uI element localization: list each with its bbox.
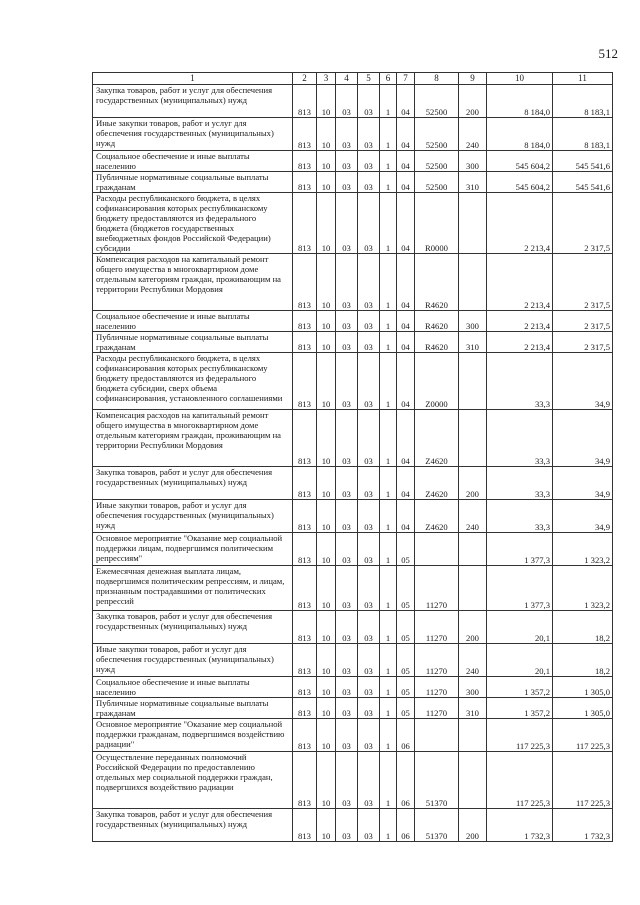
row-value-cell: 813 xyxy=(293,172,317,193)
row-value-cell: 05 xyxy=(397,566,415,611)
row-value-cell: 03 xyxy=(358,193,380,254)
row-value-cell: 03 xyxy=(336,809,358,842)
row-value-cell: 310 xyxy=(459,172,487,193)
row-value-cell: 2 317,5 xyxy=(553,332,613,353)
row-value-cell: 03 xyxy=(358,85,380,118)
row-value-cell: 11270 xyxy=(415,644,459,677)
header-cell: 5 xyxy=(358,73,380,85)
row-value-cell: 300 xyxy=(459,311,487,332)
row-value-cell: 1 xyxy=(380,611,397,644)
row-name-cell: Иные закупки товаров, работ и услуг для обеспечения государственных (муниципальных) нужд xyxy=(93,644,293,677)
row-value-cell: 05 xyxy=(397,611,415,644)
header-cell: 4 xyxy=(336,73,358,85)
row-value-cell xyxy=(459,254,487,311)
header-cell: 6 xyxy=(380,73,397,85)
row-name-cell: Закупка товаров, работ и услуг для обеспечения государственных (муниципальных) нужд xyxy=(93,611,293,644)
row-value-cell: 1 323,2 xyxy=(553,566,613,611)
row-value-cell: 03 xyxy=(336,500,358,533)
row-name-cell: Основное мероприятие "Оказание мер социальной поддержки гражданам, подвергшимся воздействию радиации" xyxy=(93,719,293,752)
row-value-cell: 04 xyxy=(397,467,415,500)
page-number: 512 xyxy=(598,46,618,61)
row-value-cell: 10 xyxy=(317,698,336,719)
row-value-cell: 03 xyxy=(336,85,358,118)
row-value-cell: 03 xyxy=(358,752,380,809)
row-value-cell: 1 xyxy=(380,719,397,752)
row-value-cell xyxy=(415,719,459,752)
row-value-cell: 04 xyxy=(397,172,415,193)
row-value-cell: 33,3 xyxy=(487,353,553,410)
row-value-cell: 1 xyxy=(380,410,397,467)
row-name-cell: Расходы республиканского бюджета, в целях софинансирования которых республиканскому бюджету предоставляются из федерального бюджета (бюджетов государственных внебюджетных фондов Российской Федерации) субсидии xyxy=(93,193,293,254)
row-value-cell: 1 xyxy=(380,254,397,311)
row-value-cell: 2 317,5 xyxy=(553,254,613,311)
row-value-cell: 813 xyxy=(293,467,317,500)
row-value-cell: 10 xyxy=(317,467,336,500)
row-value-cell: 10 xyxy=(317,151,336,172)
row-value-cell: 117 225,3 xyxy=(487,719,553,752)
row-value-cell: 11270 xyxy=(415,677,459,698)
row-value-cell xyxy=(459,353,487,410)
row-value-cell: 813 xyxy=(293,677,317,698)
row-value-cell: 1 305,0 xyxy=(553,698,613,719)
row-value-cell: 300 xyxy=(459,677,487,698)
row-value-cell: 06 xyxy=(397,809,415,842)
row-value-cell: 1 323,2 xyxy=(553,533,613,566)
row-value-cell: 117 225,3 xyxy=(487,752,553,809)
row-value-cell: 200 xyxy=(459,809,487,842)
table-row xyxy=(93,719,613,752)
row-value-cell: 545 604,2 xyxy=(487,151,553,172)
row-value-cell: 06 xyxy=(397,719,415,752)
row-name-cell: Осуществление переданных полномочий Российской Федерации по предоставлению отдельных мер социальной поддержки граждан, подвергшихся воздействию радиации xyxy=(93,752,293,809)
header-cell: 10 xyxy=(487,73,553,85)
row-value-cell: 03 xyxy=(336,611,358,644)
row-value-cell: 03 xyxy=(336,151,358,172)
row-value-cell: 1 xyxy=(380,500,397,533)
row-value-cell: 03 xyxy=(336,254,358,311)
row-value-cell: 03 xyxy=(358,118,380,151)
header-cell: 9 xyxy=(459,73,487,85)
row-name-cell: Социальное обеспечение и иные выплаты населению xyxy=(93,311,293,332)
row-value-cell: 813 xyxy=(293,410,317,467)
row-value-cell: 03 xyxy=(358,254,380,311)
row-value-cell: 310 xyxy=(459,332,487,353)
row-value-cell: 20,1 xyxy=(487,644,553,677)
row-value-cell: 03 xyxy=(336,467,358,500)
row-value-cell: 10 xyxy=(317,332,336,353)
row-value-cell: 1 xyxy=(380,118,397,151)
row-value-cell: 1 xyxy=(380,311,397,332)
row-value-cell: 05 xyxy=(397,677,415,698)
row-value-cell: 10 xyxy=(317,254,336,311)
row-value-cell: 05 xyxy=(397,698,415,719)
row-value-cell xyxy=(459,193,487,254)
row-value-cell: 813 xyxy=(293,353,317,410)
row-value-cell: 03 xyxy=(358,566,380,611)
row-value-cell: 813 xyxy=(293,752,317,809)
row-value-cell: 813 xyxy=(293,809,317,842)
row-value-cell: 2 213,4 xyxy=(487,254,553,311)
row-value-cell: 11270 xyxy=(415,566,459,611)
row-value-cell xyxy=(459,719,487,752)
row-value-cell: 04 xyxy=(397,311,415,332)
row-value-cell: 813 xyxy=(293,566,317,611)
row-value-cell: 10 xyxy=(317,611,336,644)
row-value-cell: 813 xyxy=(293,533,317,566)
row-value-cell: 1 xyxy=(380,151,397,172)
row-name-cell: Компенсация расходов на капитальный ремонт общего имущества в многоквартирном доме отдельным категориям граждан, проживающим на территории Республики Мордовия xyxy=(93,254,293,311)
row-value-cell: 03 xyxy=(336,410,358,467)
row-value-cell: 10 xyxy=(317,644,336,677)
row-value-cell: 03 xyxy=(336,118,358,151)
row-value-cell: 2 317,5 xyxy=(553,311,613,332)
row-value-cell xyxy=(459,752,487,809)
row-value-cell: 2 213,4 xyxy=(487,332,553,353)
row-value-cell: 1 xyxy=(380,172,397,193)
row-name-cell: Публичные нормативные социальные выплаты гражданам xyxy=(93,172,293,193)
row-value-cell: 03 xyxy=(336,353,358,410)
row-value-cell: 10 xyxy=(317,677,336,698)
row-value-cell: 1 357,2 xyxy=(487,698,553,719)
row-value-cell: 813 xyxy=(293,611,317,644)
table-row xyxy=(93,500,613,533)
table-row xyxy=(93,410,613,467)
table-row xyxy=(93,85,613,118)
row-value-cell: 813 xyxy=(293,644,317,677)
row-value-cell: 04 xyxy=(397,353,415,410)
row-value-cell: 11270 xyxy=(415,611,459,644)
row-value-cell: 813 xyxy=(293,85,317,118)
row-value-cell: 8 183,1 xyxy=(553,85,613,118)
row-value-cell: Z4620 xyxy=(415,410,459,467)
row-value-cell: 1 xyxy=(380,193,397,254)
table-row xyxy=(93,611,613,644)
row-value-cell: 03 xyxy=(358,611,380,644)
row-value-cell: 04 xyxy=(397,118,415,151)
row-value-cell: 1 xyxy=(380,533,397,566)
row-value-cell: 03 xyxy=(336,566,358,611)
row-value-cell: 03 xyxy=(336,752,358,809)
row-value-cell: 10 xyxy=(317,118,336,151)
table-row xyxy=(93,467,613,500)
row-value-cell: R4620 xyxy=(415,254,459,311)
row-value-cell: 10 xyxy=(317,410,336,467)
table-row xyxy=(93,353,613,410)
table-row xyxy=(93,311,613,332)
row-value-cell: 1 xyxy=(380,566,397,611)
row-value-cell: 813 xyxy=(293,193,317,254)
row-value-cell: 8 184,0 xyxy=(487,85,553,118)
row-value-cell: 10 xyxy=(317,719,336,752)
row-value-cell: 33,3 xyxy=(487,467,553,500)
row-name-cell: Закупка товаров, работ и услуг для обеспечения государственных (муниципальных) нужд xyxy=(93,467,293,500)
row-value-cell xyxy=(459,566,487,611)
row-value-cell: 18,2 xyxy=(553,644,613,677)
row-value-cell: 03 xyxy=(336,644,358,677)
row-value-cell: 34,9 xyxy=(553,353,613,410)
table-row xyxy=(93,566,613,611)
row-value-cell: 10 xyxy=(317,500,336,533)
table-row xyxy=(93,752,613,809)
row-value-cell: 03 xyxy=(358,311,380,332)
row-value-cell: R4620 xyxy=(415,311,459,332)
row-value-cell: 1 305,0 xyxy=(553,677,613,698)
row-value-cell: 04 xyxy=(397,332,415,353)
row-value-cell: 200 xyxy=(459,85,487,118)
row-name-cell: Расходы республиканского бюджета, в целях софинансирования которых республиканскому бюджету предоставляются из федерального бюджета субсидии, сверх объема софинансирования, установленного соглашениями xyxy=(93,353,293,410)
header-cell: 1 xyxy=(93,73,293,85)
row-value-cell: 03 xyxy=(358,500,380,533)
row-value-cell: 10 xyxy=(317,353,336,410)
row-value-cell: 03 xyxy=(336,311,358,332)
row-name-cell: Основное мероприятие "Оказание мер социальной поддержки лицам, подвергшимся политическим репрессиям" xyxy=(93,533,293,566)
row-value-cell: 300 xyxy=(459,151,487,172)
row-value-cell xyxy=(459,533,487,566)
row-value-cell: 117 225,3 xyxy=(553,719,613,752)
row-value-cell: 813 xyxy=(293,500,317,533)
table-row xyxy=(93,172,613,193)
header-cell: 3 xyxy=(317,73,336,85)
row-value-cell: 03 xyxy=(336,533,358,566)
row-value-cell: 1 xyxy=(380,752,397,809)
row-value-cell: 04 xyxy=(397,193,415,254)
row-value-cell: 1 xyxy=(380,332,397,353)
row-value-cell: 04 xyxy=(397,410,415,467)
row-value-cell: 1 xyxy=(380,644,397,677)
row-value-cell: 33,3 xyxy=(487,410,553,467)
row-value-cell: 2 317,5 xyxy=(553,193,613,254)
row-value-cell: 545 604,2 xyxy=(487,172,553,193)
row-value-cell: 8 183,1 xyxy=(553,118,613,151)
row-value-cell: 545 541,6 xyxy=(553,151,613,172)
row-value-cell: 03 xyxy=(336,677,358,698)
row-value-cell: 1 xyxy=(380,85,397,118)
row-value-cell: R0000 xyxy=(415,193,459,254)
row-value-cell: 1 732,3 xyxy=(553,809,613,842)
row-value-cell: 240 xyxy=(459,118,487,151)
row-value-cell xyxy=(459,410,487,467)
table-row xyxy=(93,809,613,842)
header-cell: 8 xyxy=(415,73,459,85)
row-value-cell: 04 xyxy=(397,500,415,533)
table-header-row xyxy=(93,73,613,85)
row-name-cell: Социальное обеспечение и иные выплаты населению xyxy=(93,151,293,172)
row-value-cell: 10 xyxy=(317,172,336,193)
row-value-cell: 03 xyxy=(336,172,358,193)
row-value-cell: 03 xyxy=(358,698,380,719)
row-name-cell: Компенсация расходов на капитальный ремонт общего имущества в многоквартирном доме отдельным категориям граждан, проживающим на территории Республики Мордовия xyxy=(93,410,293,467)
row-value-cell: 10 xyxy=(317,566,336,611)
row-value-cell: 813 xyxy=(293,118,317,151)
row-value-cell: Z4620 xyxy=(415,467,459,500)
table-row xyxy=(93,698,613,719)
table-row xyxy=(93,677,613,698)
row-name-cell: Закупка товаров, работ и услуг для обеспечения государственных (муниципальных) нужд xyxy=(93,809,293,842)
row-value-cell: 03 xyxy=(336,698,358,719)
row-value-cell: 1 377,3 xyxy=(487,533,553,566)
row-value-cell: 2 213,4 xyxy=(487,193,553,254)
row-value-cell: 813 xyxy=(293,254,317,311)
table-row xyxy=(93,644,613,677)
row-value-cell: 813 xyxy=(293,151,317,172)
header-cell: 2 xyxy=(293,73,317,85)
row-value-cell: 52500 xyxy=(415,118,459,151)
row-value-cell: 11270 xyxy=(415,698,459,719)
row-value-cell: 1 xyxy=(380,698,397,719)
row-name-cell: Ежемесячная денежная выплата лицам, подвергшимся политическим репрессиям, и лицам, признанным пострадавшими от политических репрессий xyxy=(93,566,293,611)
row-value-cell: 03 xyxy=(358,151,380,172)
row-value-cell: 200 xyxy=(459,467,487,500)
row-value-cell: 10 xyxy=(317,311,336,332)
row-value-cell: 03 xyxy=(336,719,358,752)
row-value-cell: 310 xyxy=(459,698,487,719)
row-value-cell: 05 xyxy=(397,533,415,566)
row-value-cell: 117 225,3 xyxy=(553,752,613,809)
row-value-cell: 03 xyxy=(336,193,358,254)
row-value-cell: 34,9 xyxy=(553,410,613,467)
table-row xyxy=(93,151,613,172)
row-value-cell: 10 xyxy=(317,809,336,842)
row-value-cell: 18,2 xyxy=(553,611,613,644)
row-value-cell: 03 xyxy=(358,533,380,566)
row-value-cell: 04 xyxy=(397,254,415,311)
row-value-cell: 04 xyxy=(397,85,415,118)
row-value-cell: 05 xyxy=(397,644,415,677)
row-value-cell: 8 184,0 xyxy=(487,118,553,151)
row-value-cell: 1 xyxy=(380,467,397,500)
row-value-cell: 51370 xyxy=(415,752,459,809)
row-value-cell: R4620 xyxy=(415,332,459,353)
row-value-cell: 03 xyxy=(358,677,380,698)
row-value-cell: 52500 xyxy=(415,85,459,118)
row-value-cell: 1 xyxy=(380,677,397,698)
row-value-cell: Z4620 xyxy=(415,500,459,533)
row-name-cell: Иные закупки товаров, работ и услуг для обеспечения государственных (муниципальных) нужд xyxy=(93,500,293,533)
row-value-cell: 52500 xyxy=(415,151,459,172)
table-row xyxy=(93,533,613,566)
row-value-cell: 04 xyxy=(397,151,415,172)
row-value-cell: 240 xyxy=(459,644,487,677)
row-value-cell: 545 541,6 xyxy=(553,172,613,193)
row-value-cell: 813 xyxy=(293,698,317,719)
row-value-cell: 1 xyxy=(380,353,397,410)
row-value-cell: 10 xyxy=(317,752,336,809)
row-value-cell: 813 xyxy=(293,719,317,752)
row-name-cell: Социальное обеспечение и иные выплаты населению xyxy=(93,677,293,698)
row-value-cell: 10 xyxy=(317,193,336,254)
row-value-cell: 200 xyxy=(459,611,487,644)
budget-table xyxy=(92,72,613,842)
row-value-cell: 20,1 xyxy=(487,611,553,644)
row-value-cell: 03 xyxy=(358,332,380,353)
row-value-cell: 03 xyxy=(358,353,380,410)
row-name-cell: Закупка товаров, работ и услуг для обеспечения государственных (муниципальных) нужд xyxy=(93,85,293,118)
row-value-cell: 813 xyxy=(293,311,317,332)
row-value-cell: 03 xyxy=(358,809,380,842)
row-value-cell: 03 xyxy=(358,172,380,193)
row-value-cell: 52500 xyxy=(415,172,459,193)
row-value-cell: 33,3 xyxy=(487,500,553,533)
row-value-cell: 1 377,3 xyxy=(487,566,553,611)
row-value-cell: 03 xyxy=(358,467,380,500)
row-value-cell: 06 xyxy=(397,752,415,809)
row-value-cell: 34,9 xyxy=(553,467,613,500)
row-value-cell xyxy=(415,533,459,566)
row-value-cell: 10 xyxy=(317,533,336,566)
row-value-cell: 10 xyxy=(317,85,336,118)
row-value-cell: 1 357,2 xyxy=(487,677,553,698)
row-value-cell: 03 xyxy=(336,332,358,353)
row-value-cell: 2 213,4 xyxy=(487,311,553,332)
table-row xyxy=(93,118,613,151)
table-row xyxy=(93,254,613,311)
row-value-cell: 51370 xyxy=(415,809,459,842)
row-value-cell: 03 xyxy=(358,719,380,752)
row-value-cell: 03 xyxy=(358,410,380,467)
table-row xyxy=(93,193,613,254)
row-name-cell: Иные закупки товаров, работ и услуг для обеспечения государственных (муниципальных) нужд xyxy=(93,118,293,151)
table-row xyxy=(93,332,613,353)
row-value-cell: 03 xyxy=(358,644,380,677)
header-cell: 11 xyxy=(553,73,613,85)
row-value-cell: Z0000 xyxy=(415,353,459,410)
row-value-cell: 813 xyxy=(293,332,317,353)
row-value-cell: 1 xyxy=(380,809,397,842)
row-name-cell: Публичные нормативные социальные выплаты гражданам xyxy=(93,698,293,719)
header-cell: 7 xyxy=(397,73,415,85)
row-value-cell: 240 xyxy=(459,500,487,533)
row-value-cell: 1 732,3 xyxy=(487,809,553,842)
row-name-cell: Публичные нормативные социальные выплаты гражданам xyxy=(93,332,293,353)
row-value-cell: 34,9 xyxy=(553,500,613,533)
